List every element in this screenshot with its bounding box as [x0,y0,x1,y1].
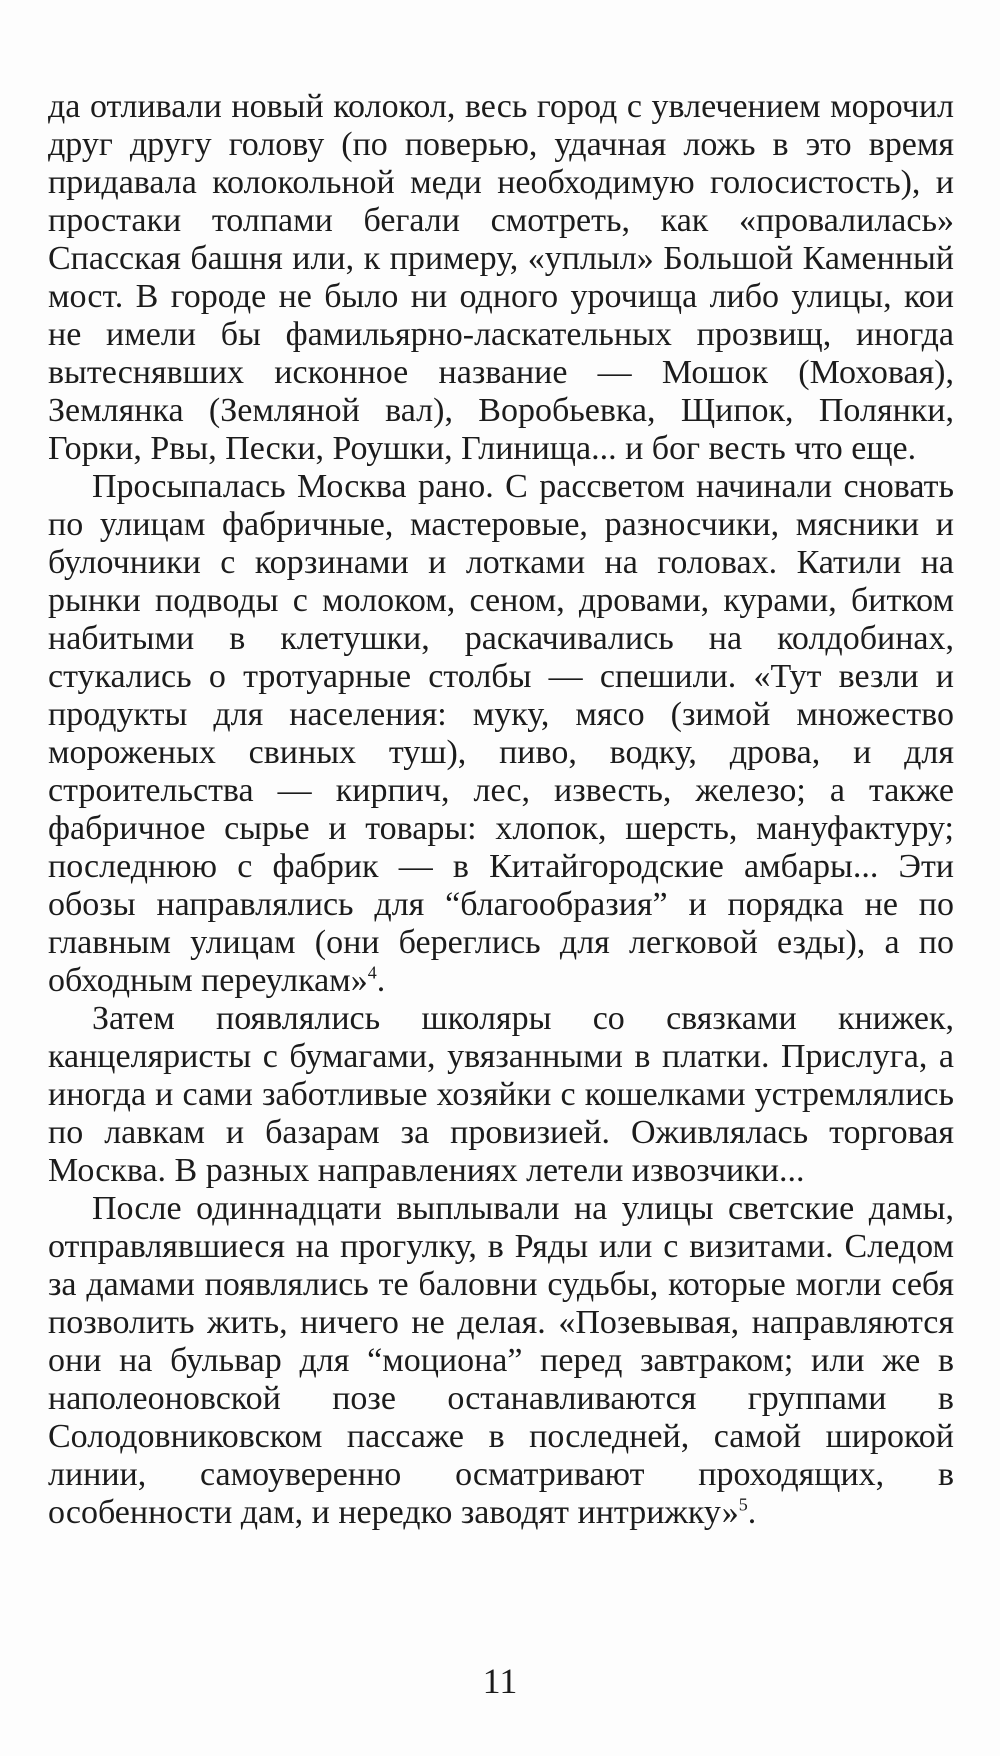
paragraph-text: Затем появлялись школяры со связками книжек, канцеляристы с бумагами, увязанными в платки. Прислуга, а иногда и сами заботливые хозяйки с кошелками устремлялись по лавкам и базарам за провизией. Оживлялась торговая Москва. В разных направлениях летели извозчики... [48,1000,954,1189]
footnote-marker[interactable]: 4 [367,962,377,983]
sentence-end: . [747,1494,757,1531]
paragraph-text: После одиннадцати выплывали на улицы светские дамы, отправлявшиеся на прогулку, в Ряды или с визитами. Следом за дамами появлялись те баловни судьбы, которые могли себя позволить жить, ничего не делая. «Позевывая, направляются они на бульвар для “моциона” перед завтраком; или же в наполеоновской позе останавливаются группами в Солодовниковском пассаже в последней, самой широкой линии, самоуверенно осматривают проходящих, в особенности дам, и нередко заводят интрижку» [48,1190,954,1531]
page-body [48,88,954,1532]
paragraph-continuation [48,88,954,468]
paragraph-text: да отливали новый колокол, весь город с увлечением морочил друг другу голову (по поверью, удачная ложь в это время придавала колокольной меди необходимую голосистость), и простаки толпами бегали смотреть, как «провалилась» Спасская башня или, к примеру, «уплыл» Большой Каменный мост. В городе не было ни одного урочища либо улицы, кои не имели бы фамильярно-ласкательных прозвищ, иногда вытеснявших исконное название — Мошок (Моховая), Землянка (Земляной вал), Воробьевка, Щипок, Полянки, Горки, Рвы, Пески, Роушки, Глинища... и бог весть что еще. [48,88,954,467]
paragraph-morning [48,468,954,1000]
paragraph-schoolboys [48,1000,954,1190]
footnote-marker[interactable]: 5 [738,1494,748,1515]
sentence-end: . [376,962,386,999]
page-number: 11 [482,1661,518,1701]
paragraph-text: Просыпалась Москва рано. С рассветом начинали сновать по улицам фабричные, мастеровые, разносчики, мясники и булочники с корзинами и лотками на головах. Катили на рынки подводы с молоком, сеном, дровами, курами, битком набитыми в клетушки, раскачивались на колдобинах, стукались о тротуарные столбы — спешили. «Тут везли и продукты для населения: муку, мясо (зимой множество мороженых свиных туш), пиво, водку, дрова, и для строительства — кирпич, лес, известь, железо; а также фабричное сырье и товары: хлопок, шерсть, мануфактуру; последнюю с фабрик — в Китайгородские амбары... Эти обозы направлялись для “благообразия” и порядка не по главным улицам (они береглись для легковой езды), а по обходным переулкам» [48,468,954,999]
paragraph-ladies [48,1190,954,1532]
